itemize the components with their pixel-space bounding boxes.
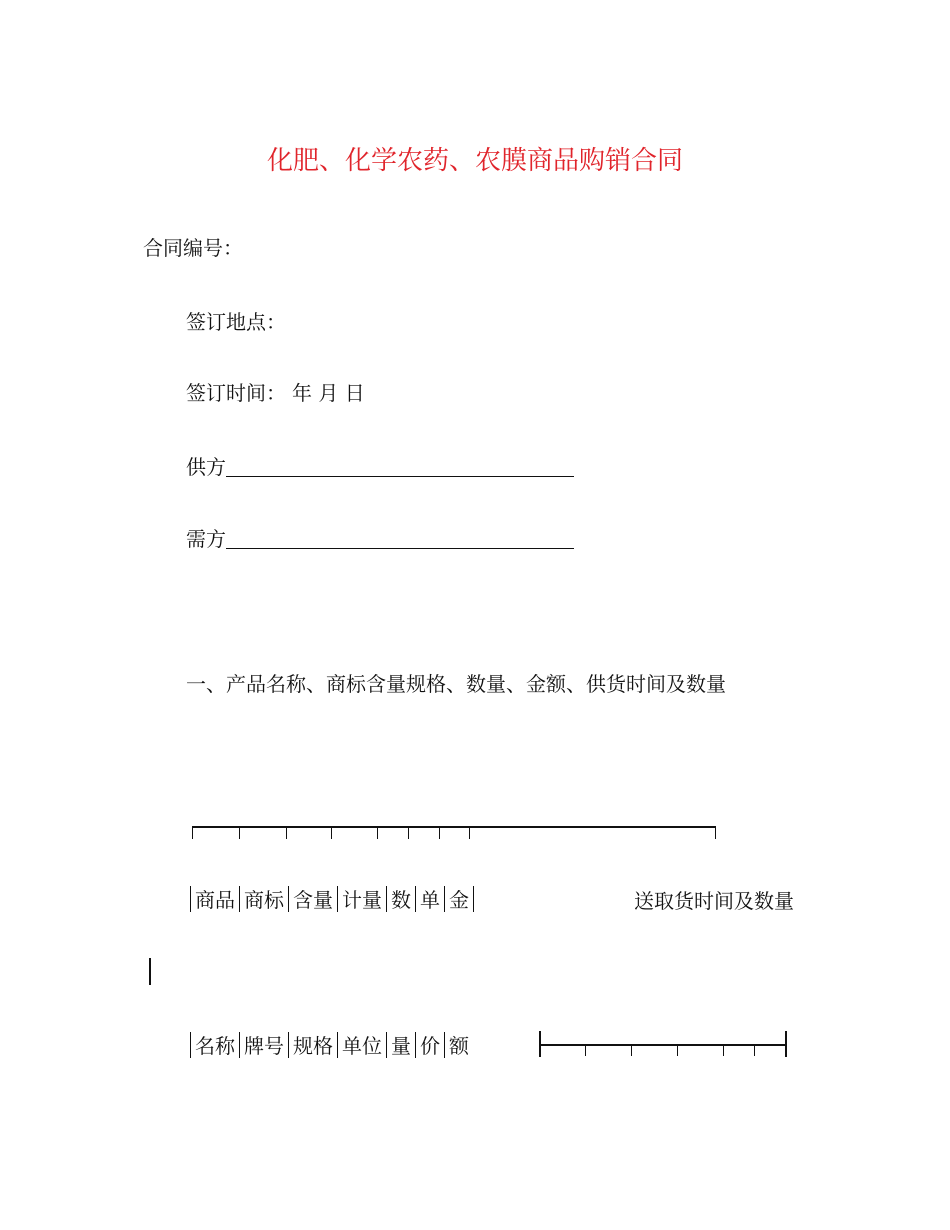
header-cell: 规格 [293, 1034, 333, 1058]
header-cell: 价 [420, 1034, 440, 1058]
table-divider [415, 886, 416, 912]
header-cell: 数 [391, 888, 411, 912]
table-tick [677, 1044, 678, 1056]
table-divider [190, 1032, 191, 1058]
buyer-line [186, 523, 574, 552]
header-cell: 金 [449, 888, 469, 912]
table-tick [715, 826, 716, 839]
table-tick [408, 826, 409, 839]
table-tick [377, 826, 378, 839]
header-cell: 商品 [195, 888, 235, 912]
table-divider [337, 1032, 338, 1058]
supplier-line [186, 451, 574, 480]
header-cell: 名称 [195, 1034, 235, 1058]
table-tick [192, 826, 193, 839]
table-tick [723, 1044, 724, 1056]
table-tick [469, 826, 470, 839]
sign-time-line [186, 377, 365, 406]
table-divider [444, 886, 445, 912]
delivery-subcolumn-line [539, 1044, 786, 1046]
table-divider [337, 886, 338, 912]
table-divider [239, 886, 240, 912]
table-header-row-2 [186, 1030, 469, 1059]
supplier-label: 供方 [186, 455, 226, 479]
section1-heading: 一、产品名称、商标含量规格、数量、金额、供货时间及数量 [186, 672, 726, 696]
header-cell: 额 [449, 1034, 469, 1058]
table-tick [439, 826, 440, 839]
header-cell: 单位 [342, 1034, 382, 1058]
table-top-line [192, 826, 716, 828]
table-divider [190, 886, 191, 912]
table-divider [239, 1032, 240, 1058]
header-cell: 含量 [293, 888, 333, 912]
table-divider [444, 1032, 445, 1058]
sign-place-label: 签订地点： [186, 310, 286, 334]
table-tick [331, 826, 332, 839]
sign-time-label: 签订时间： [186, 381, 286, 405]
table-left-mark [149, 958, 151, 985]
table-divider [288, 886, 289, 912]
table-divider [386, 886, 387, 912]
table-divider [288, 1032, 289, 1058]
buyer-blank[interactable] [226, 528, 574, 549]
table-header-row-1 [186, 884, 478, 913]
sign-time-value: 年 月 日 [292, 381, 365, 405]
table-tick [785, 1031, 787, 1057]
buyer-label: 需方 [186, 527, 226, 551]
table-divider [386, 1032, 387, 1058]
contract-title: 化肥、化学农药、农膜商品购销合同 [266, 146, 683, 176]
table-tick [239, 826, 240, 839]
supplier-blank[interactable] [226, 456, 574, 477]
header-cell: 量 [391, 1034, 411, 1058]
table-tick [754, 1044, 755, 1056]
table-divider [415, 1032, 416, 1058]
header-cell: 商标 [244, 888, 284, 912]
contract-number-label: 合同编号： [143, 236, 243, 260]
header-cell: 牌号 [244, 1034, 284, 1058]
delivery-time-header: 送取货时间及数量 [634, 889, 794, 913]
table-divider [473, 886, 474, 912]
header-cell: 计量 [342, 888, 382, 912]
header-cell: 单 [420, 888, 440, 912]
table-tick [286, 826, 287, 839]
table-tick [631, 1044, 632, 1056]
table-tick [585, 1044, 586, 1056]
